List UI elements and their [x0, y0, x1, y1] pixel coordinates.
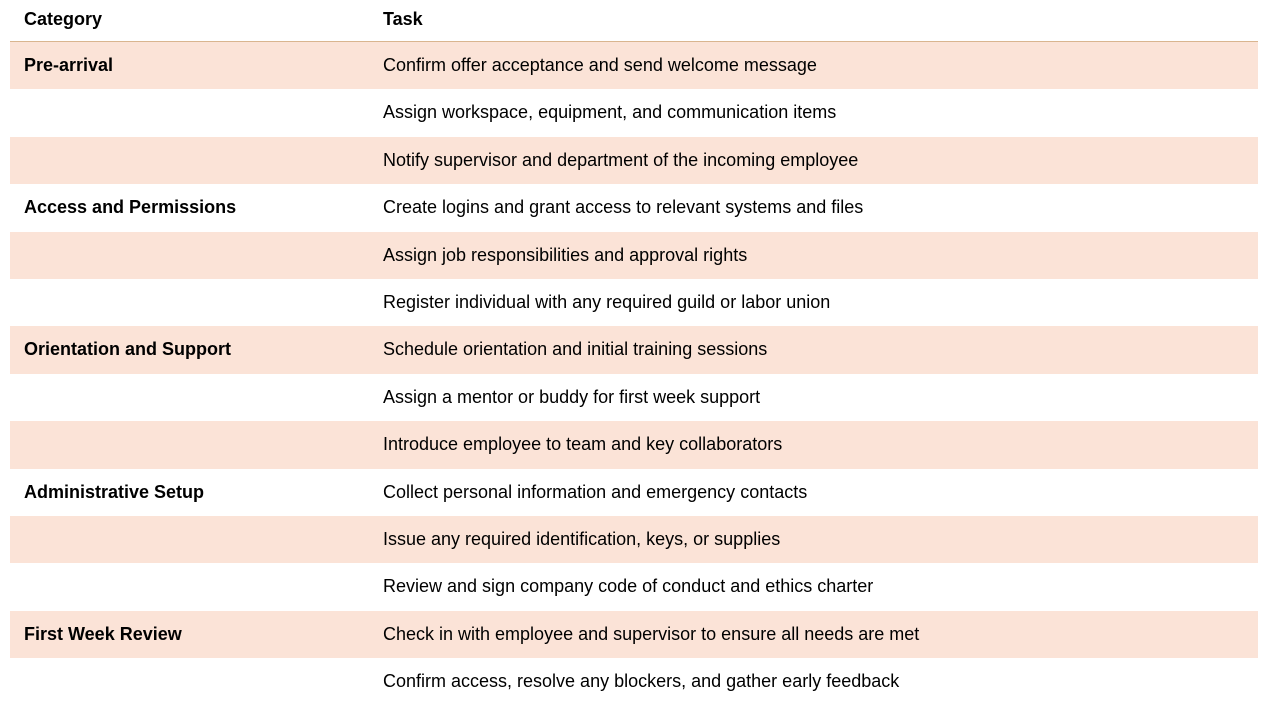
category-cell: [10, 374, 369, 421]
task-label: Assign workspace, equipment, and communication items: [383, 102, 837, 123]
task-cell: [369, 421, 1258, 468]
task-label: Check in with employee and supervisor to ensure all needs are met: [383, 623, 920, 644]
table-row: [10, 658, 1258, 705]
task-cell: [369, 184, 1258, 231]
category-cell: [10, 611, 369, 658]
table-row: [10, 421, 1258, 468]
table-row: [10, 516, 1258, 563]
category-cell: [10, 89, 369, 136]
task-cell: [369, 279, 1258, 326]
task-label: Create logins and grant access to relevant systems and files: [383, 197, 864, 218]
table-row: [10, 469, 1258, 516]
task-column-header: Task: [383, 9, 423, 29]
category-label: Pre-arrival: [24, 55, 114, 75]
category-cell: [10, 137, 369, 184]
task-label: Confirm access, resolve any blockers, and gather early feedback: [383, 671, 900, 692]
task-cell: [369, 137, 1258, 184]
task-label: Collect personal information and emergency contacts: [383, 481, 808, 502]
category-column-header: Category: [24, 9, 103, 29]
task-label: Review and sign company code of conduct and ethics charter: [383, 576, 874, 597]
task-cell: [369, 563, 1258, 610]
onboarding-task-table: [10, 0, 1258, 705]
category-cell: [10, 184, 369, 231]
table-row: [10, 232, 1258, 279]
table-row: [10, 563, 1258, 610]
task-cell: [369, 611, 1258, 658]
task-cell: [369, 374, 1258, 421]
task-label: Confirm offer acceptance and send welcome message: [383, 55, 817, 75]
category-label: First Week Review: [24, 623, 182, 644]
category-label: Administrative Setup: [24, 481, 205, 502]
category-cell: [10, 469, 369, 516]
table-row: [10, 326, 1258, 373]
category-cell: [10, 232, 369, 279]
category-cell: [10, 658, 369, 705]
task-label: Notify supervisor and department of the incoming employee: [383, 149, 859, 170]
task-cell: [369, 658, 1258, 705]
category-cell: [10, 516, 369, 563]
table-row: [10, 184, 1258, 231]
category-cell: [10, 42, 369, 89]
category-label: Orientation and Support: [24, 339, 231, 360]
task-label: Issue any required identification, keys, or supplies: [383, 528, 781, 549]
table-header: [10, 0, 1258, 42]
task-label: Assign job responsibilities and approval rights: [383, 244, 748, 265]
task-label: Schedule orientation and initial training sessions: [383, 339, 768, 360]
task-label: Introduce employee to team and key collaborators: [383, 434, 783, 455]
task-cell: [369, 469, 1258, 516]
task-label: Register individual with any required guild or labor union: [383, 291, 831, 312]
category-cell: [10, 421, 369, 468]
table-row: [10, 374, 1258, 421]
task-cell: [369, 326, 1258, 373]
category-label: Access and Permissions: [24, 197, 237, 218]
table-row: [10, 611, 1258, 658]
category-cell: [10, 326, 369, 373]
category-cell: [10, 563, 369, 610]
task-cell: [369, 89, 1258, 136]
table-row: [10, 279, 1258, 326]
task-label: Assign a mentor or buddy for first week support: [383, 386, 761, 407]
task-cell: [369, 232, 1258, 279]
task-cell: [369, 516, 1258, 563]
category-cell: [10, 279, 369, 326]
table-row: [10, 137, 1258, 184]
table-row: [10, 42, 1258, 89]
task-cell: [369, 42, 1258, 89]
table-row: [10, 89, 1258, 136]
